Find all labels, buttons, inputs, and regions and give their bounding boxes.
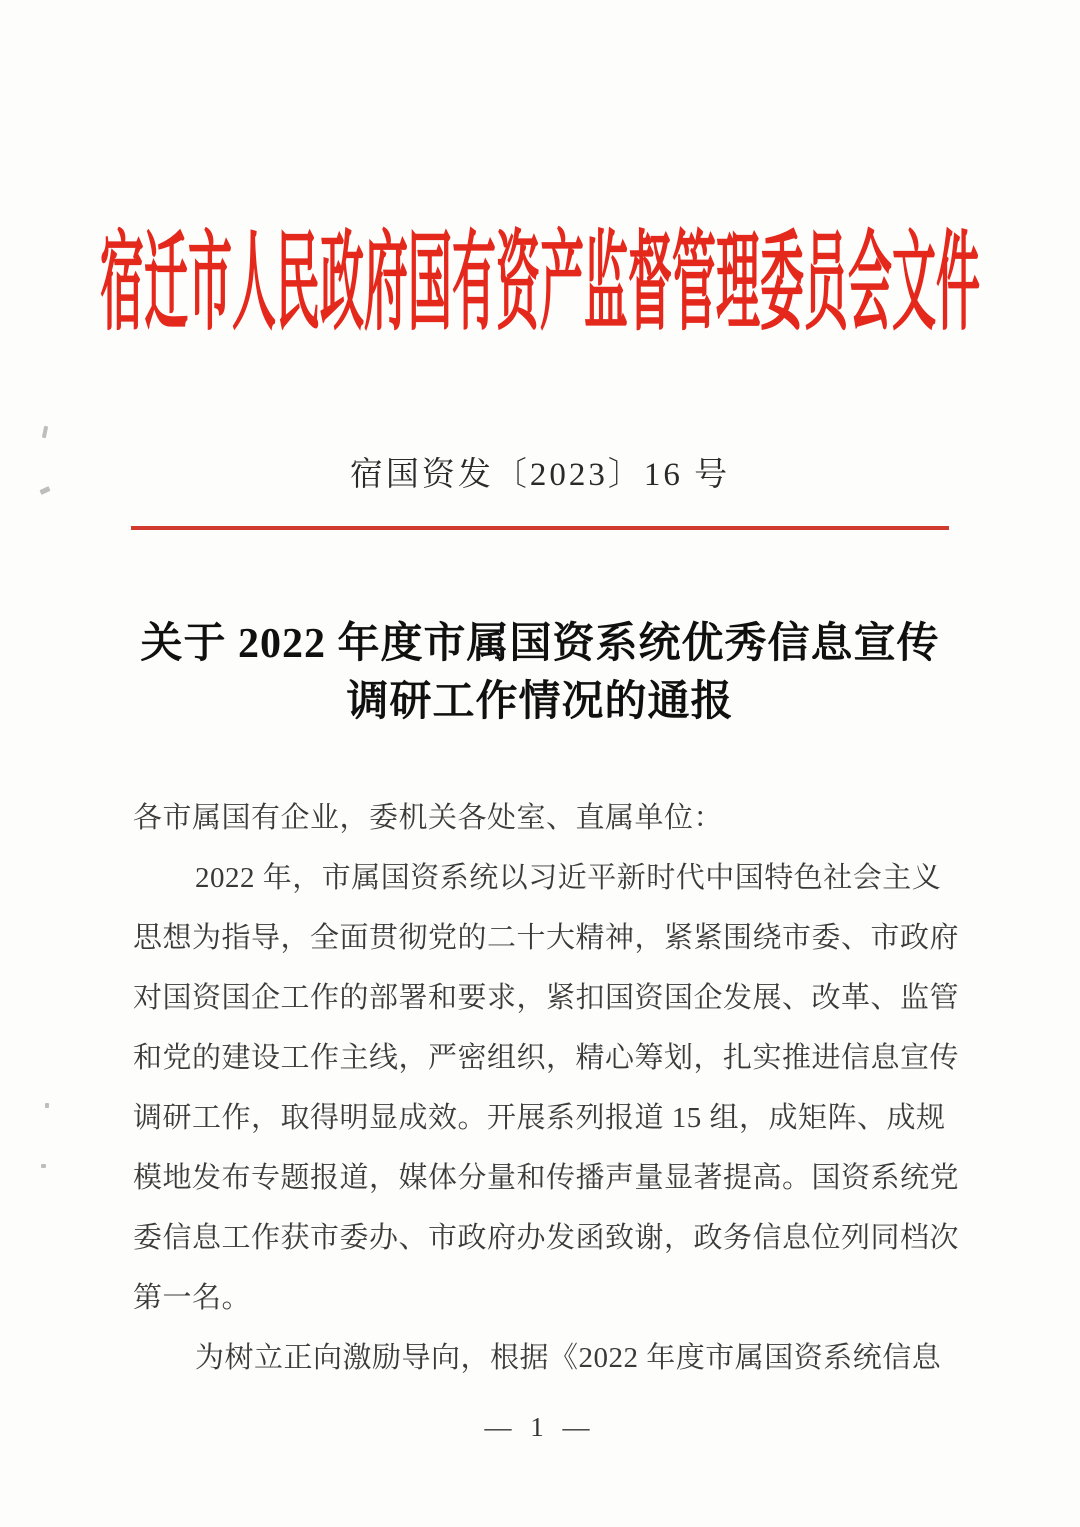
scan-artifact: [45, 1103, 49, 1108]
letterhead-title: 宿迁市人民政府国有资产监督管理委员会文件: [100, 223, 980, 344]
body-line: 2022 年，市属国资系统以习近平新时代中国特色社会主义: [195, 862, 942, 894]
salutation-line: 各市属国有企业，委机关各处室、直属单位：: [133, 802, 724, 834]
body-line: 委信息工作获市委办、市政府办发函致谢，政务信息位列同档次: [133, 1222, 960, 1254]
document-title-line2: 调研工作情况的通报: [346, 679, 734, 725]
document-body: [133, 788, 960, 1388]
body-line: 对国资国企工作的部署和要求，紧扣国资国企发展、改革、监管: [133, 982, 960, 1014]
body-line: 第一名。: [133, 1282, 252, 1314]
page-number: — 1 —: [484, 1412, 596, 1442]
red-letterhead: [0, 205, 1080, 344]
body-line: 思想为指导，全面贯彻党的二十大精神，紧紧围绕市委、市政府: [133, 922, 960, 954]
scan-artifact: [42, 426, 48, 439]
red-separator-line: [131, 526, 949, 530]
body-line: 模地发布专题报道，媒体分量和传播声量显著提高。国资系统党: [133, 1162, 960, 1194]
body-line: 和党的建设工作主线，严密组织，精心筹划，扎实推进信息宣传: [133, 1042, 960, 1074]
body-line: 为树立正向激励导向，根据《2022 年度市属国资系统信息: [195, 1342, 942, 1374]
document-number: 宿国资发〔2023〕16 号: [349, 457, 731, 493]
document-title: [0, 615, 1080, 731]
document-title-line1: 关于 2022 年度市属国资系统优秀信息宣传: [140, 621, 940, 667]
body-line: 调研工作，取得明显成效。开展系列报道 15 组，成矩阵、成规: [133, 1102, 946, 1134]
scan-artifact: [41, 1164, 46, 1168]
